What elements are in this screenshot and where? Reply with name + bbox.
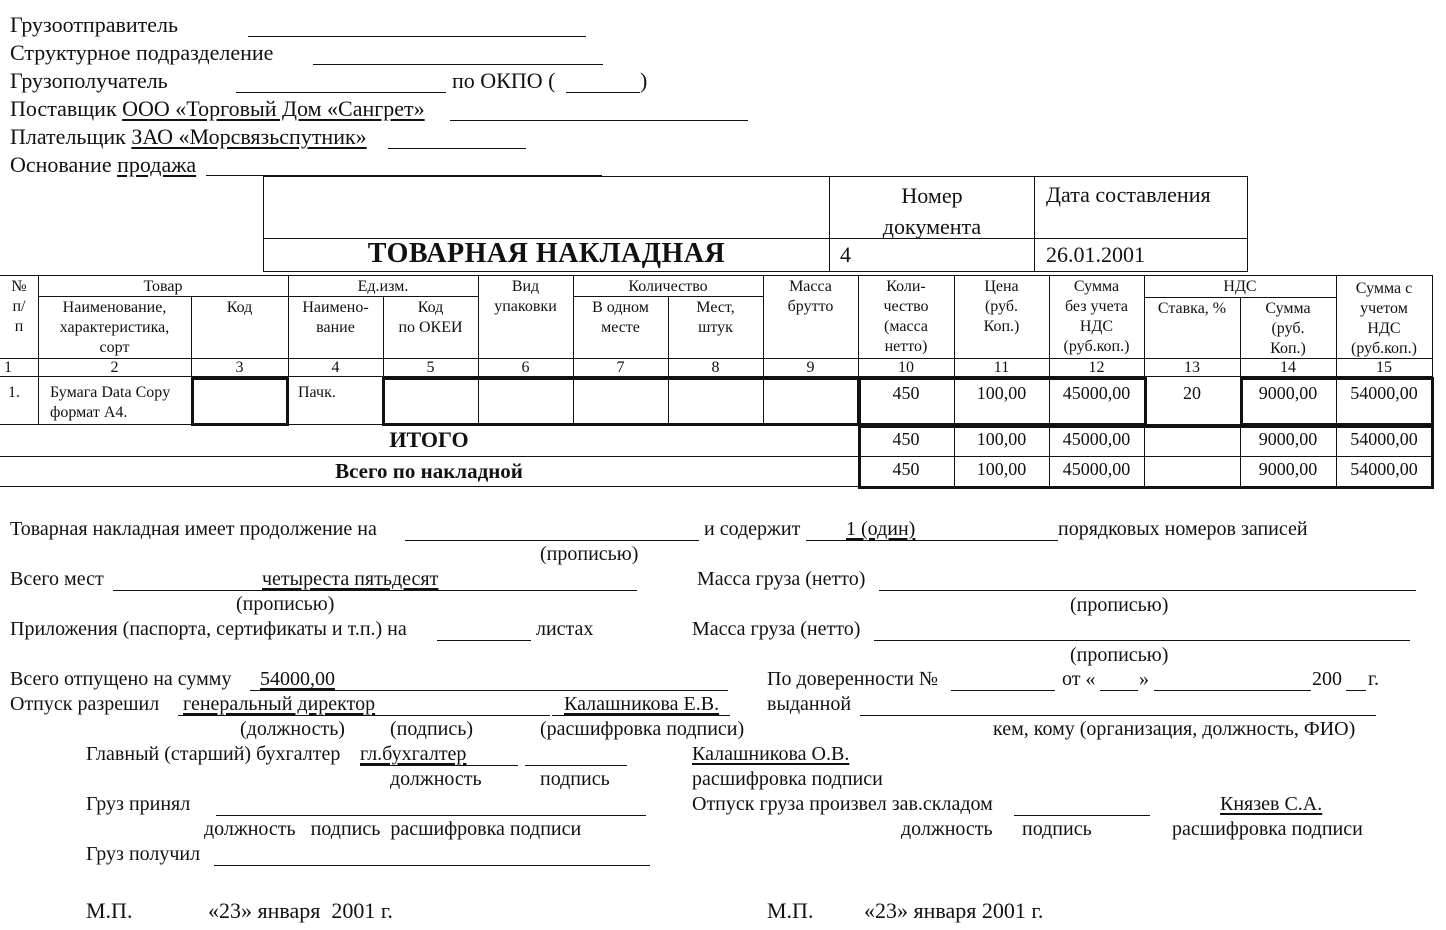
accountant-position: гл.бухгалтер xyxy=(360,743,467,765)
released-sum-value: 54000,00 xyxy=(260,668,335,690)
division-label: Структурное подразделение xyxy=(10,40,274,65)
net-mass-label-2: Масса груза (нетто) xyxy=(692,618,861,640)
sheets-label: листах xyxy=(536,618,594,640)
qty-places-header: Мест, штук xyxy=(696,299,735,336)
in-words-caption-1: (прописью) xyxy=(540,543,639,565)
unit-name-header: Наимено- вание xyxy=(302,299,369,336)
shipper-field-line[interactable] xyxy=(248,36,586,37)
sum-no-vat-header: Сумма без учета НДС (руб.коп.) xyxy=(1063,278,1130,355)
goods-code-header: Код xyxy=(226,299,253,316)
places-label: Всего мест xyxy=(10,568,104,590)
release-position: генеральный директор xyxy=(183,693,376,715)
places-value: четыреста пятьдесят xyxy=(262,568,439,590)
row-unit: Пачк. xyxy=(298,384,336,401)
decoding-caption: (расшифровка подписи) xyxy=(540,718,745,740)
proxy-month-line[interactable] xyxy=(1154,690,1311,691)
vsego-vat: 9000,00 xyxy=(1258,459,1318,479)
warehouse-signature-line[interactable] xyxy=(1014,815,1150,816)
proxy-year-line[interactable] xyxy=(1346,690,1366,691)
unit-code-header: Код по ОКЕИ xyxy=(398,299,463,336)
col-number-12: 12 xyxy=(1088,359,1105,376)
signature-caption: (подпись) xyxy=(390,718,474,740)
okpo-field-line[interactable] xyxy=(566,92,640,93)
doc-number-label-1: Номер xyxy=(901,183,963,208)
col-number-13: 13 xyxy=(1184,359,1200,376)
payer-label: Плательщик xyxy=(10,124,126,149)
cargo-received-line[interactable] xyxy=(214,865,650,866)
net-mass-field-line-1[interactable] xyxy=(879,590,1416,591)
row-number: 1. xyxy=(8,384,20,401)
warehouse-decoding-caption: расшифровка подписи xyxy=(1172,818,1363,840)
attachments-label: Приложения (паспорта, сертификаты и т.п.) на xyxy=(10,618,407,640)
release-signature-line[interactable] xyxy=(398,715,550,716)
price-header: Цена (руб. Коп.) xyxy=(983,278,1020,335)
vat-sum-header: Сумма (руб. Коп.) xyxy=(1265,300,1311,357)
okpo-label: по ОКПО ( xyxy=(452,68,556,93)
basis-row xyxy=(10,152,196,178)
vsego-sum: 45000,00 xyxy=(1062,459,1131,479)
row-price: 100,00 xyxy=(976,383,1027,403)
sum-with-vat-header: Сумма с учетом НДС (руб.коп.) xyxy=(1351,280,1417,357)
col-number-3: 3 xyxy=(235,359,244,376)
net-mass-label-1: Масса груза (нетто) xyxy=(697,568,866,590)
payer-row xyxy=(10,124,367,150)
release-allowed-label: Отпуск разрешил xyxy=(10,693,160,715)
col-no-header: № п/ п xyxy=(11,278,27,335)
records-field-line xyxy=(806,540,1058,541)
chief-accountant-label: Главный (старший) бухгалтер xyxy=(86,743,341,765)
qty-in-one-header: В одном месте xyxy=(592,299,649,336)
accountant-decoding-caption: расшифровка подписи xyxy=(692,768,883,790)
doc-number-label-2: документа xyxy=(882,214,982,239)
quote-close: » xyxy=(1139,668,1149,690)
year-suffix: г. xyxy=(1368,668,1379,690)
pack-type-header: Вид упаковки xyxy=(494,278,557,315)
proxy-day-line[interactable] xyxy=(1100,690,1138,691)
vsego-label: Всего по накладной xyxy=(335,459,523,483)
cargo-received-label: Груз получил xyxy=(86,843,201,865)
in-words-caption-2: (прописью) xyxy=(236,593,335,615)
doc-number-header xyxy=(830,180,1034,242)
supplier-label: Поставщик xyxy=(10,96,117,121)
released-sum-label: Всего отпущено на сумму xyxy=(10,668,232,690)
accountant-position-caption: должность xyxy=(390,768,482,790)
issued-label: выданной xyxy=(767,693,852,715)
cargo-released-label: Отпуск груза произвел зав.складом xyxy=(692,793,993,815)
row-vat-rate: 20 xyxy=(1183,383,1201,403)
vsego-price: 100,00 xyxy=(976,459,1027,479)
net-mass-field-line-2[interactable] xyxy=(874,640,1410,641)
col-number-7: 7 xyxy=(616,359,625,376)
proxy-number-line[interactable] xyxy=(951,690,1055,691)
basis-label: Основание xyxy=(10,152,112,177)
row-total: 54000,00 xyxy=(1350,383,1418,403)
col-number-8: 8 xyxy=(711,359,720,376)
col-number-5: 5 xyxy=(426,359,435,376)
warehouse-name: Князев С.А. xyxy=(1220,793,1323,815)
itogo-price: 100,00 xyxy=(976,429,1027,449)
accepted-captions: должность подпись расшифровка подписи xyxy=(204,818,582,840)
col-number-14: 14 xyxy=(1280,359,1296,376)
itogo-sum: 45000,00 xyxy=(1062,429,1131,449)
contains-label: и содержит xyxy=(704,518,801,540)
itogo-label: ИТОГО xyxy=(389,427,469,452)
accountant-name: Калашникова О.В. xyxy=(692,743,850,765)
division-field-line[interactable] xyxy=(313,64,603,65)
issued-caption: кем, кому (организация, должность, ФИО) xyxy=(993,718,1356,740)
year-prefix: 200 xyxy=(1312,668,1342,690)
continuation-field-line[interactable] xyxy=(405,540,699,541)
col-number-6: 6 xyxy=(521,359,530,376)
itogo-qty: 450 xyxy=(892,429,920,449)
vat-header: НДС xyxy=(1223,278,1257,295)
from-label: от « xyxy=(1062,668,1096,690)
unit-header: Ед.изм. xyxy=(357,278,409,295)
net-qty-header: Коли- чество (масса нетто) xyxy=(883,278,929,355)
vsego-total: 54000,00 xyxy=(1350,459,1418,479)
goods-code-box[interactable] xyxy=(191,377,289,426)
gross-header: Масса брутто xyxy=(787,278,834,315)
release-name: Калашникова Е.В. xyxy=(564,693,720,715)
col-number-11: 11 xyxy=(993,359,1010,376)
consignee-field-line[interactable] xyxy=(236,92,446,93)
issued-field-line[interactable] xyxy=(860,715,1376,716)
row-vat-sum: 9000,00 xyxy=(1258,383,1318,403)
col-number-2: 2 xyxy=(110,359,119,376)
continuation-label: Товарная накладная имеет продолжение на xyxy=(10,518,377,540)
goods-name-header: Наименование, характеристика, сорт xyxy=(59,299,170,356)
payer-value: ЗАО «Морсвязьспутник» xyxy=(131,124,367,149)
goods-header: Товар xyxy=(143,278,183,295)
proxy-label: По доверенности № xyxy=(767,668,939,690)
warehouse-position-caption: должность xyxy=(901,818,993,840)
col-number-1: 1 xyxy=(4,359,12,376)
records-label: порядковых номеров записей xyxy=(1058,518,1308,540)
cargo-accepted-line[interactable] xyxy=(216,815,646,816)
doc-number: 4 xyxy=(840,242,851,267)
row-sum: 45000,00 xyxy=(1062,383,1131,403)
doc-date: 26.01.2001 xyxy=(1046,242,1145,267)
consignee-label: Грузополучатель xyxy=(10,68,168,93)
supplier-value: ООО «Торговый Дом «Сангрет» xyxy=(122,96,425,121)
basis-value: продажа xyxy=(117,152,197,177)
payer-line xyxy=(388,148,526,149)
doc-date-header: Дата составления xyxy=(1046,182,1211,207)
supplier-line xyxy=(450,120,748,121)
accountant-signature-line[interactable] xyxy=(525,765,627,766)
quantity-header: Количество xyxy=(628,278,708,295)
in-words-caption-4: (прописью) xyxy=(1070,644,1169,666)
col-number-9: 9 xyxy=(806,359,815,376)
cargo-accepted-label: Груз принял xyxy=(86,793,191,815)
vat-rate-header: Ставка, % xyxy=(1157,300,1227,317)
col-number-15: 15 xyxy=(1376,359,1392,376)
document-title: ТОВАРНАЯ НАКЛАДНАЯ xyxy=(367,238,726,269)
vsego-qty: 450 xyxy=(892,459,920,479)
col-number-4: 4 xyxy=(331,359,340,376)
row-qty: 450 xyxy=(892,383,920,403)
warehouse-signature-caption: подпись xyxy=(1022,818,1092,840)
in-words-caption-3: (прописью) xyxy=(1070,594,1169,616)
attachments-field-line[interactable] xyxy=(437,640,531,641)
position-caption: (должность) xyxy=(240,718,345,740)
supplier-row xyxy=(10,96,425,122)
row-goods-name: Бумага Data Copy формат А4. xyxy=(50,384,171,421)
okpo-close: ) xyxy=(640,68,648,93)
stamp-place-2: М.П. xyxy=(767,898,814,923)
stamp-place-1: М.П. xyxy=(86,898,133,923)
records-value: 1 (один) xyxy=(846,518,916,540)
shipper-label: Грузоотправитель xyxy=(10,12,179,37)
date-1: «23» января 2001 г. xyxy=(208,898,393,923)
itogo-vat: 9000,00 xyxy=(1258,429,1318,449)
accountant-signature-caption: подпись xyxy=(540,768,610,790)
packaging-box[interactable] xyxy=(382,377,860,426)
date-2: «23» января 2001 г. xyxy=(864,898,1044,923)
col-number-10: 10 xyxy=(898,359,914,376)
itogo-total: 54000,00 xyxy=(1350,429,1418,449)
